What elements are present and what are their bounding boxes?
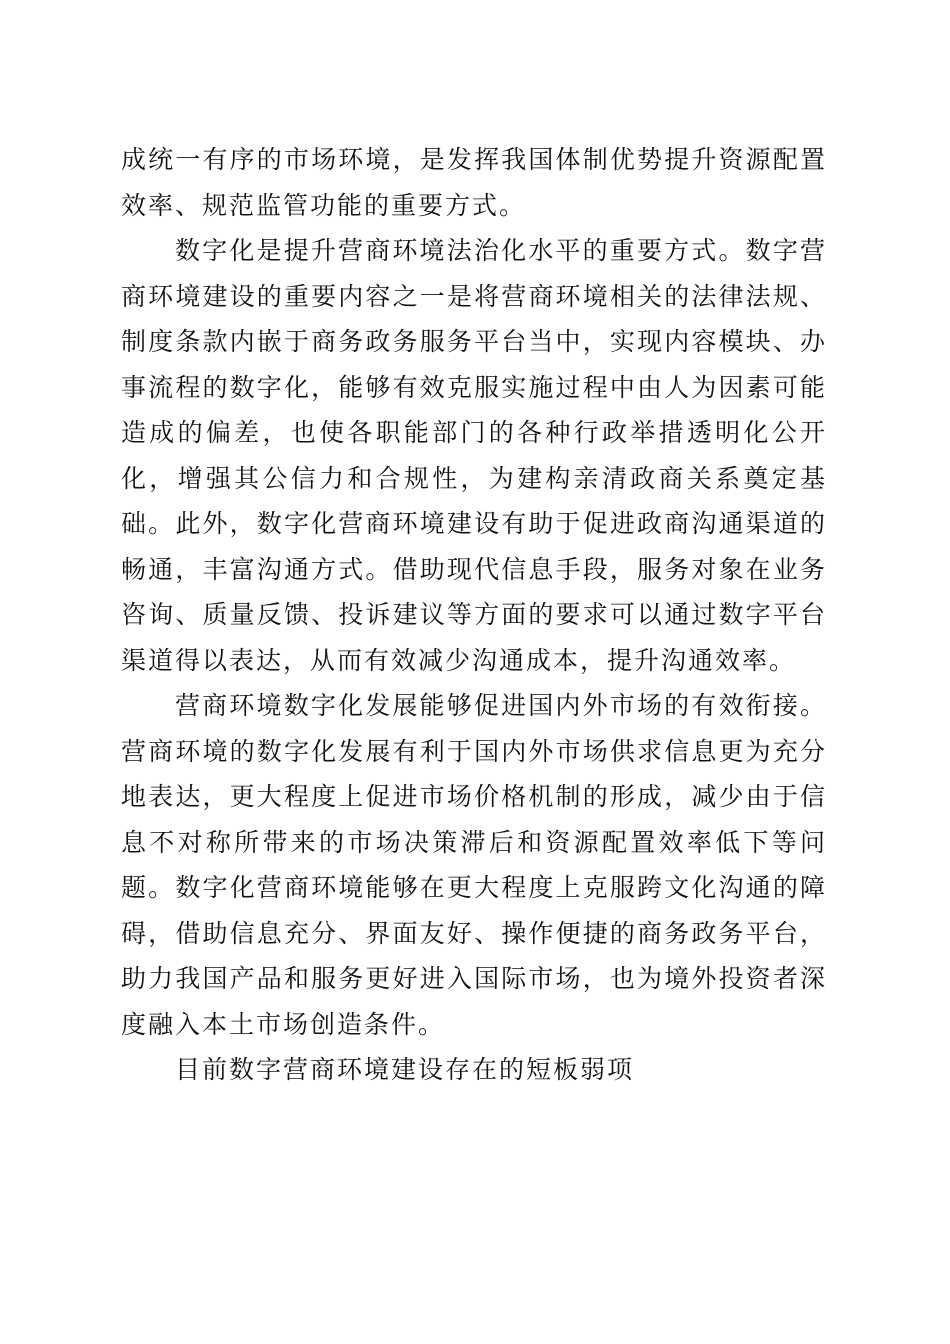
- document-body: [121, 137, 827, 1093]
- section-heading: 目前数字营商环境建设存在的短板弱项: [175, 1055, 635, 1084]
- paragraph-1: 成统一有序的市场环境，是发挥我国体制优势提升资源配置效率、规范监管功能的重要方式。: [121, 145, 827, 220]
- paragraph-3: 营商环境数字化发展能够促进国内外市场的有效衔接。营商环境的数字化发展有利于国内外市场供求信息更为充分地表达，更大程度上促进市场价格机制的形成，减少由于信息不对称所带来的市场决策滞后和资源配置效率低下等问题。数字化营商环境能够在更大程度上克服跨文化沟通的障碍，借助信息充分、界面友好、操作便捷的商务政务平台，助力我国产品和服务更好进入国际市场，也为境外投资者深度融入本土市场创造条件。: [121, 691, 827, 1039]
- paragraph-2: 数字化是提升营商环境法治化水平的重要方式。数字营商环境建设的重要内容之一是将营商环境相关的法律法规、制度条款内嵌于商务政务服务平台当中，实现内容模块、办事流程的数字化，能够有效克服实施过程中由人为因素可能造成的偏差，也使各职能部门的各种行政举措透明化公开化，增强其公信力和合规性，为建构亲清政商关系奠定基础。此外，数字化营商环境建设有助于促进政商沟通渠道的畅通，丰富沟通方式。借助现代信息手段，服务对象在业务咨询、质量反馈、投诉建议等方面的要求可以通过数字平台渠道得以表达，从而有效减少沟通成本，提升沟通效率。: [121, 236, 827, 675]
